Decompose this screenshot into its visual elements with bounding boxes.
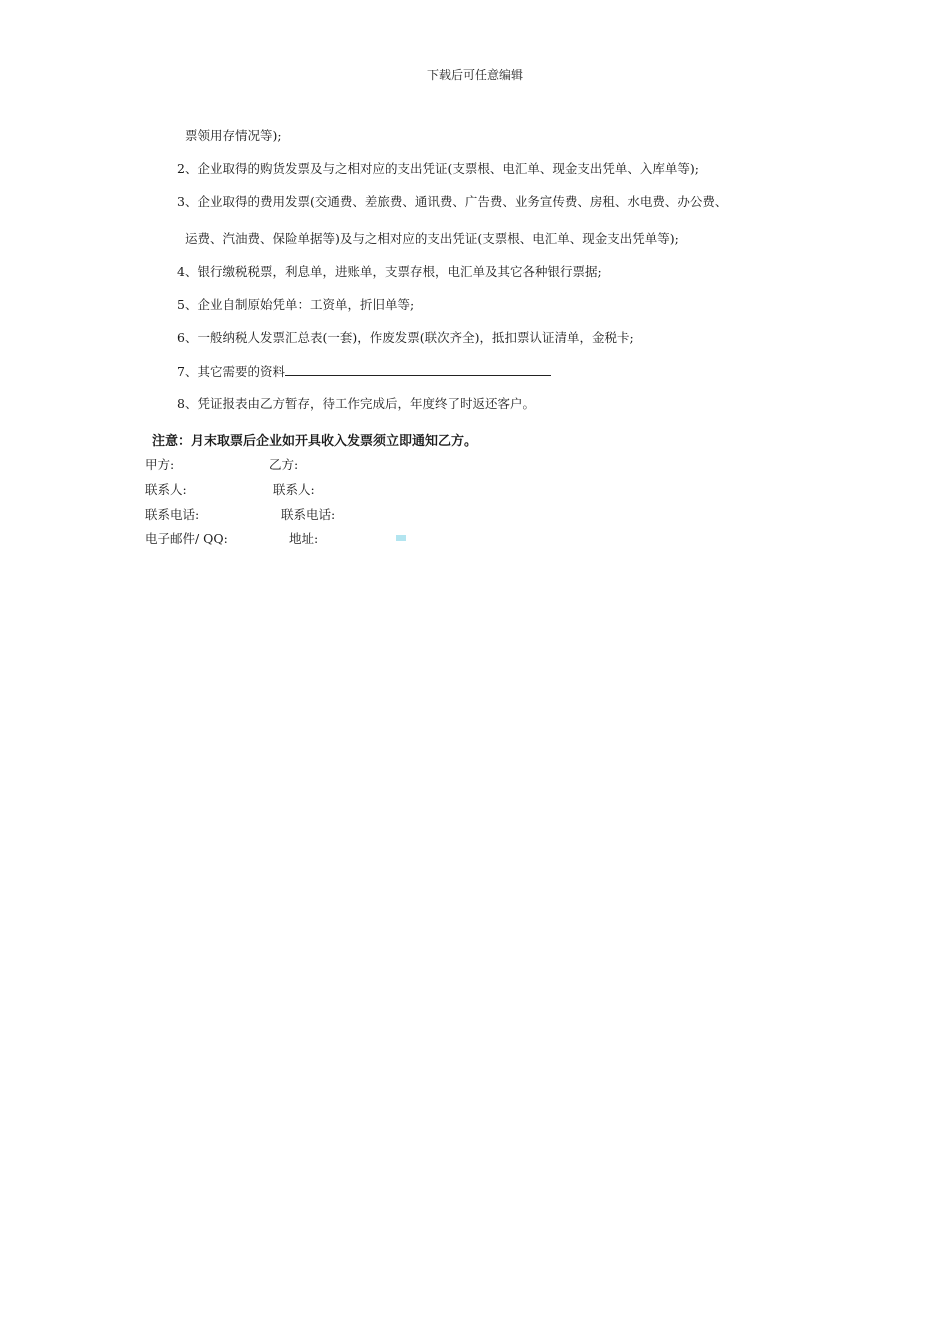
party-a-label: 甲方: xyxy=(145,457,175,472)
list-item-7 xyxy=(177,363,551,380)
email-qq-a-label: 电子邮件/ QQ: xyxy=(145,531,228,546)
address-b-label: 地址: xyxy=(289,531,319,546)
list-item-3-continuation: 运费、汽油费、保险单据等)及与之相对应的支出凭证(支票根、电汇单、现金支出凭单等); xyxy=(185,231,679,246)
page-header: 下载后可任意编辑 xyxy=(426,68,523,82)
list-item-4: 4、银行缴税税票，利息单，进账单，支票存根，电汇单及其它各种银行票据; xyxy=(177,264,602,279)
list-item-2: 2、企业取得的购货发票及与之相对应的支出凭证(支票根、电汇单、现金支出凭单、入库单等); xyxy=(177,161,699,176)
notice-text: 注意：月末取票后企业如开具收入发票须立即通知乙方。 xyxy=(152,434,478,449)
fill-in-blank-line xyxy=(285,363,551,376)
list-item-6: 6、一般纳税人发票汇总表(一套)，作废发票(联次齐全)，抵扣票认证清单，金税卡; xyxy=(177,330,634,345)
list-item-5: 5、企业自制原始凭单：工资单，折旧单等; xyxy=(177,297,415,312)
list-item-3: 3、企业取得的费用发票(交通费、差旅费、通讯费、广告费、业务宣传费、房租、水电费、办公费、 xyxy=(177,194,728,209)
list-item-7-label: 7、其它需要的资料 xyxy=(177,364,285,379)
list-item-8: 8、凭证报表由乙方暂存，待工作完成后，年度终了时返还客户。 xyxy=(177,396,535,411)
party-b-label: 乙方: xyxy=(269,457,299,472)
contact-person-a-label: 联系人: xyxy=(145,482,187,497)
highlight-marker xyxy=(396,535,406,541)
list-item-continuation: 票领用存情况等); xyxy=(185,128,282,143)
phone-b-label: 联系电话: xyxy=(281,507,336,522)
phone-a-label: 联系电话: xyxy=(145,507,200,522)
contact-person-b-label: 联系人: xyxy=(273,482,315,497)
